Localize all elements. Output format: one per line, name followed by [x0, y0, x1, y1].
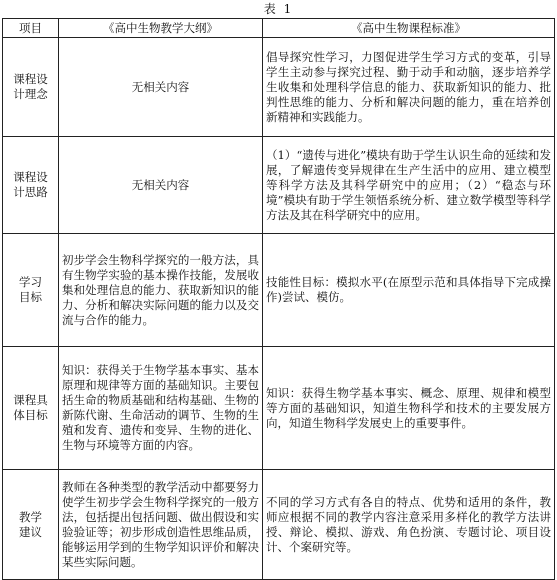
row-label-design-approach: 课程设计思路: [3, 137, 59, 234]
table-row: [3, 470, 555, 580]
table-row: [3, 38, 555, 137]
standard-cell: 技能性目标：模拟水平(在原型示范和具体指导下完成操作)尝试、模仿。: [263, 234, 555, 347]
table-caption: 表 1: [263, 2, 294, 16]
standard-cell: 知识：获得生物学基本事实、概念、原理、规律和模型等方面的基础知识，知道生物科学和技术的主要发展方向，知道生物科学发展史上的重要事件。: [263, 347, 555, 470]
syllabus-cell: 知识：获得关于生物学基本事实、基本原理和规律等方面的基础知识。主要包括生命的物质基础和结构基础、生物的新陈代谢、生命活动的调节、生物的生殖和发育、遗传和变异、生物的进化、生物与环境等方面的内容。: [59, 347, 263, 470]
table-row: [3, 347, 555, 470]
table-row: [3, 234, 555, 347]
header-syllabus: 《高中生物教学大纲》: [59, 19, 263, 38]
comparison-table: [2, 18, 555, 580]
standard-cell: （1）“遗传与进化”模块有助于学生认识生命的延续和发展，了解遗传变异规律在生产生活中的应用、建立模型等科学方法及其科学研究中的应用；（2）“稳态与环境”模块有助于学生领悟系统分析、建立数学模型等科学方法及其在科学研究中的应用。: [263, 137, 555, 234]
header-standard: 《高中生物课程标准》: [263, 19, 555, 38]
syllabus-cell: 初步学会生物科学探究的一般方法，具有生物学实验的基本操作技能，发展收集和处理信息的能力、获取新知识的能力、分析和解决实际问题的能力以及交流与合作的能力。: [59, 234, 263, 347]
row-label-design-philosophy: 课程设计理念: [3, 38, 59, 137]
header-item: 项目: [3, 19, 59, 38]
header-row: [3, 19, 555, 38]
row-label-teaching-suggestions: 教学建议: [3, 470, 59, 580]
standard-cell: 不同的学习方式有各自的特点、优势和适用的条件，教师应根据不同的教学内容注意采用多样化的教学方法讲授、辩论、模拟、游戏、角色扮演、专题讨论、项目设计、个案研究等。: [263, 470, 555, 580]
syllabus-cell: 无相关内容: [59, 137, 263, 234]
table-row: [3, 137, 555, 234]
syllabus-cell: 无相关内容: [59, 38, 263, 137]
row-label-specific-goals: 课程具体目标: [3, 347, 59, 470]
row-label-learning-goals: 学习目标: [3, 234, 59, 347]
standard-cell: 倡导探究性学习，力图促进学生学习方式的变革，引导学生主动参与探究过程、勤于动手和动脑，逐步培养学生收集和处理科学信息的能力、获取新知识的能力、批判性思维的能力、分析和解决问题的能力，重在培养创新精神和实践能力。: [263, 38, 555, 137]
syllabus-cell: 教师在各种类型的教学活动中都要努力使学生初步学会生物科学探究的一般方法，包括提出包括问题、做出假设和实验验证等；初步形成创造性思维品质，能够运用学到的生物学知识评价和解决某些实际问题。: [59, 470, 263, 580]
